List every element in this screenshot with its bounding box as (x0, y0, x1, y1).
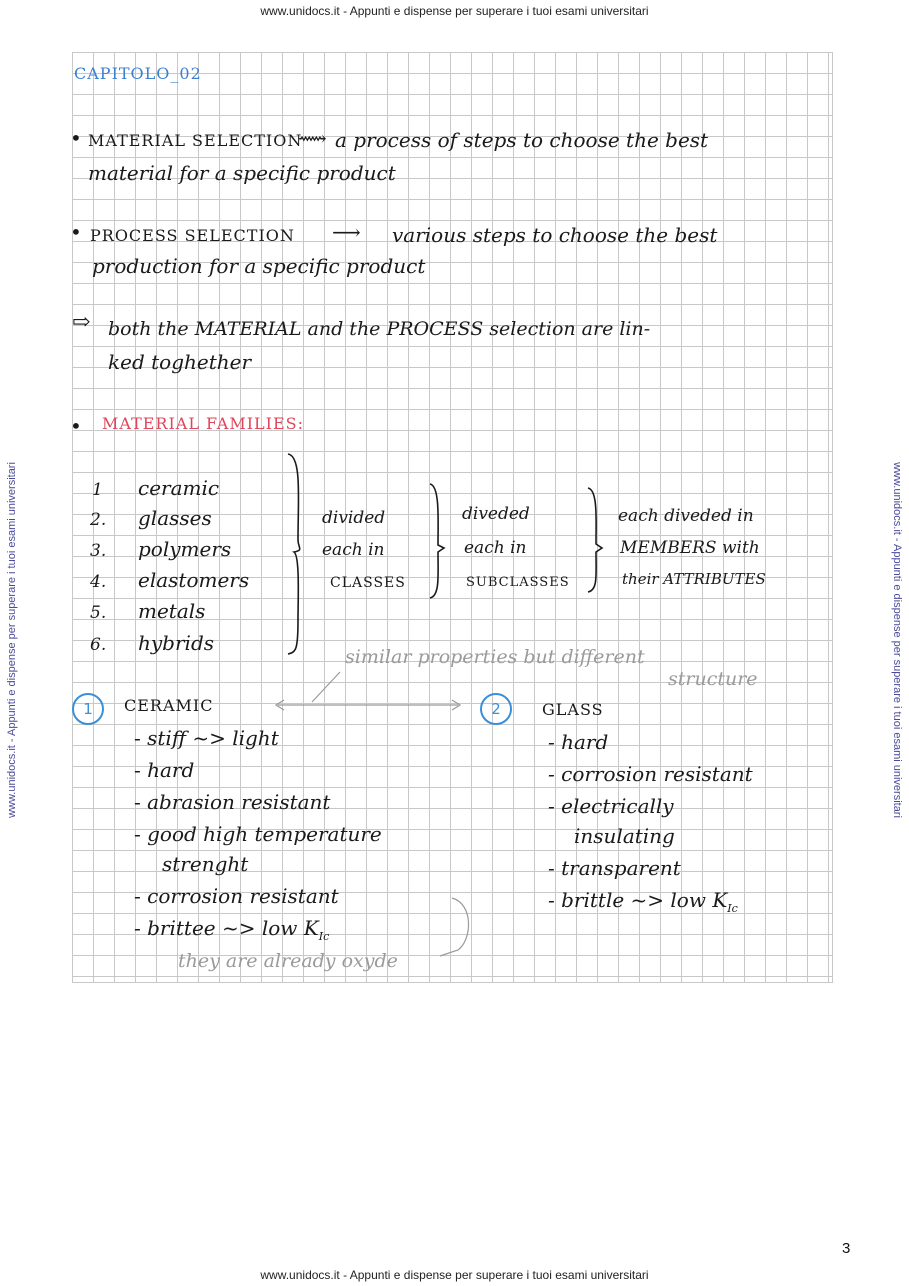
glass-property: - transparent (548, 856, 681, 880)
glass-title: GLASS (542, 700, 604, 719)
section-number-circle: 2 (480, 693, 512, 725)
ceramic-property: - abrasion resistant (134, 790, 331, 814)
family-name: polymers (138, 537, 232, 561)
family-number: 3. (90, 541, 107, 561)
subclasses-bracket (588, 488, 602, 592)
watermark-bottom: www.unidocs.it - Appunti e dispense per superare i tuoi esami universitari (260, 1268, 649, 1282)
definition-text: a process of steps to choose the best (335, 128, 709, 152)
classes-bracket (430, 484, 444, 598)
family-number: 2. (90, 510, 107, 530)
family-name: metals (138, 599, 206, 623)
hierarchy-text: their ATTRIBUTES (622, 570, 766, 588)
glass-brittle-text: - brittle ~> low K (548, 888, 728, 912)
glass-property: - hard (548, 730, 609, 754)
watermark-left: www.unidocs.it - Appunti e dispense per superare i tuoi esami universitari (6, 462, 18, 818)
linkage-text: ked toghether (108, 350, 252, 374)
hierarchy-text: CLASSES (330, 575, 406, 591)
glass-property: - corrosion resistant (548, 762, 753, 786)
section-number-circle: 1 (72, 693, 104, 725)
comparison-note: similar properties but different (345, 646, 645, 668)
ceramic-title: CERAMIC (124, 696, 214, 715)
similar-note-pointer (312, 672, 340, 702)
family-number: 4. (90, 572, 107, 592)
family-number: 6. (90, 635, 107, 655)
ceramic-property: - good high temperature (134, 822, 382, 846)
watermark-right: www.unidocs.it - Appunti e dispense per superare i tuoi esami universitari (891, 462, 903, 818)
watermark-top: www.unidocs.it - Appunti e dispense per superare i tuoi esami universitari (260, 4, 649, 18)
family-number: 1 (92, 480, 103, 500)
glass-property (548, 890, 738, 914)
glass-property: insulating (574, 824, 675, 848)
ceramic-property: - corrosion resistant (134, 884, 339, 908)
family-name: ceramic (138, 476, 220, 500)
kic-subscript: Ic (318, 930, 330, 943)
hierarchy-text: SUBCLASSES (466, 575, 570, 590)
family-name: elastomers (138, 568, 250, 592)
ceramic-property: strenght (162, 852, 249, 876)
arrow-icon: ⟶ (332, 220, 361, 244)
definition-text: various steps to choose the best (392, 223, 718, 247)
kic-subscript: Ic (727, 902, 738, 915)
hierarchy-text: divided (322, 508, 386, 528)
hierarchy-text: each in (464, 538, 527, 558)
glass-property: - electrically (548, 794, 674, 818)
hierarchy-text: diveded (462, 504, 530, 524)
ceramic-brittle-text: - brittee ~> low K (134, 916, 319, 940)
ceramic-property: - hard (134, 758, 195, 782)
linkage-text: both the MATERIAL and the PROCESS selection are lin- (108, 318, 651, 340)
hierarchy-text: MEMBERS with (620, 538, 760, 558)
families-title: MATERIAL FAMILIES: (102, 414, 304, 433)
chapter-title: CAPITOLO_02 (74, 64, 202, 83)
definition-term-material: MATERIAL SELECTION (88, 131, 303, 150)
family-name: glasses (138, 506, 212, 530)
definition-term-process: PROCESS SELECTION (90, 226, 295, 245)
family-number: 5. (90, 603, 107, 623)
hierarchy-text: each diveded in (618, 506, 754, 526)
family-brace (288, 454, 300, 654)
bullet: • (70, 220, 82, 244)
ceramic-property: - stiff ~> light (134, 726, 279, 750)
definition-text: production for a specific product (92, 254, 426, 278)
ceramic-oxyde-note: they are already oxyde (178, 950, 398, 972)
family-name: hybrids (138, 631, 215, 655)
oxyde-note-curve (440, 898, 469, 956)
bullet: • (70, 414, 82, 438)
comparison-note: structure (668, 668, 758, 690)
bullet: • (70, 126, 82, 150)
implies-arrow-icon: ⇨ (72, 310, 91, 335)
arrow-icon: ⟿ (298, 126, 327, 150)
ceramic-property (134, 918, 329, 942)
hierarchy-text: each in (322, 540, 385, 560)
definition-text: material for a specific product (88, 161, 396, 185)
page-number: 3 (842, 1240, 851, 1257)
